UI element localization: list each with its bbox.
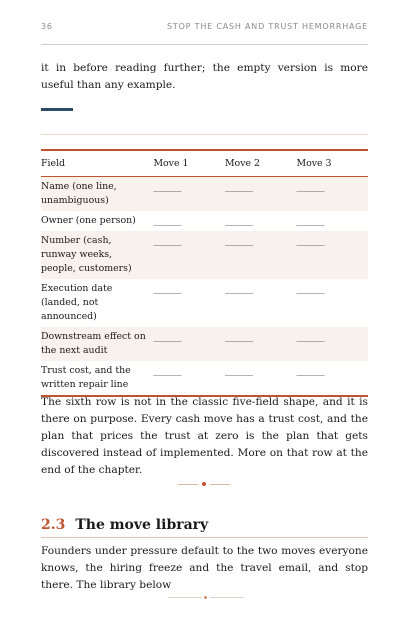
blank-line: ______ bbox=[296, 365, 325, 376]
footer-ornament bbox=[168, 596, 244, 600]
blank-line: ______ bbox=[224, 235, 254, 246]
table-row bbox=[41, 279, 368, 327]
ornament-dot bbox=[202, 482, 206, 486]
blank-line: ______ bbox=[153, 235, 182, 246]
row-label: Execution date (landed, not announced) bbox=[41, 283, 113, 322]
section-title: The move library bbox=[75, 517, 209, 533]
section-break-ornament bbox=[178, 482, 232, 488]
intro-paragraph: it in before reading further; the empty version is more useful than any example. bbox=[41, 62, 368, 91]
row-label: Name (one line, unambiguous) bbox=[41, 177, 153, 212]
body-paragraph: The sixth row is not in the classic five-field shape, and it is there on purpose. Every cash move has a trust cost, and the plan that prices the trust at zero is the plan that gets discovered instead of implemented. More on that row at the end of the chapter. bbox=[41, 396, 368, 476]
table-row bbox=[41, 361, 368, 396]
row-label: Trust cost, and the written repair line bbox=[41, 361, 153, 396]
column-header-move-1: Move 1 bbox=[153, 150, 225, 177]
blank-line: ______ bbox=[153, 283, 182, 294]
footer-line-right bbox=[210, 597, 244, 598]
column-header-field: Field bbox=[41, 150, 153, 177]
blank-line: ______ bbox=[296, 181, 325, 192]
table-row bbox=[41, 177, 368, 212]
moves-worksheet-table bbox=[41, 149, 368, 397]
row-label: Owner (one person) bbox=[41, 215, 136, 226]
row-label: Number (cash, runway weeks, people, customers) bbox=[41, 231, 153, 279]
blank-line: ______ bbox=[153, 181, 182, 192]
blank-line: ______ bbox=[296, 331, 325, 342]
blank-line: ______ bbox=[224, 283, 254, 294]
blank-line: ______ bbox=[153, 365, 182, 376]
section-heading-rule bbox=[41, 537, 368, 538]
chapter-title: STOP THE CASH AND TRUST HEMORRHAGE bbox=[167, 22, 368, 31]
running-head bbox=[41, 22, 368, 31]
blank-line: ______ bbox=[296, 283, 325, 294]
footer-dot bbox=[204, 596, 207, 599]
table-header-row bbox=[41, 150, 368, 177]
row-label: Downstream effect on the next audit bbox=[41, 327, 153, 361]
blank-line: ______ bbox=[224, 331, 254, 342]
blank-line: ______ bbox=[224, 215, 254, 226]
table-top-divider bbox=[41, 134, 368, 135]
blank-line: ______ bbox=[153, 331, 182, 342]
table-row bbox=[41, 231, 368, 279]
table-row bbox=[41, 211, 368, 231]
blank-line: ______ bbox=[224, 365, 254, 376]
footer-line-left bbox=[168, 597, 202, 598]
blank-line: ______ bbox=[296, 235, 325, 246]
table-row bbox=[41, 327, 368, 361]
column-header-move-2: Move 2 bbox=[225, 150, 297, 177]
header-divider bbox=[41, 44, 368, 45]
blank-line: ______ bbox=[296, 215, 325, 226]
accent-bar bbox=[41, 108, 73, 111]
ornament-line-right bbox=[210, 484, 230, 485]
column-header-move-3: Move 3 bbox=[296, 150, 368, 177]
closing-paragraph: Founders under pressure default to the two moves everyone knows, the hiring freeze and the travel email, and stop there. The library below bbox=[41, 545, 368, 591]
blank-line: ______ bbox=[153, 215, 182, 226]
page-number: 36 bbox=[41, 22, 53, 31]
blank-line: ______ bbox=[224, 181, 254, 192]
ornament-line-left bbox=[178, 484, 198, 485]
section-number: 2.3 bbox=[41, 517, 66, 533]
section-heading bbox=[41, 517, 208, 533]
